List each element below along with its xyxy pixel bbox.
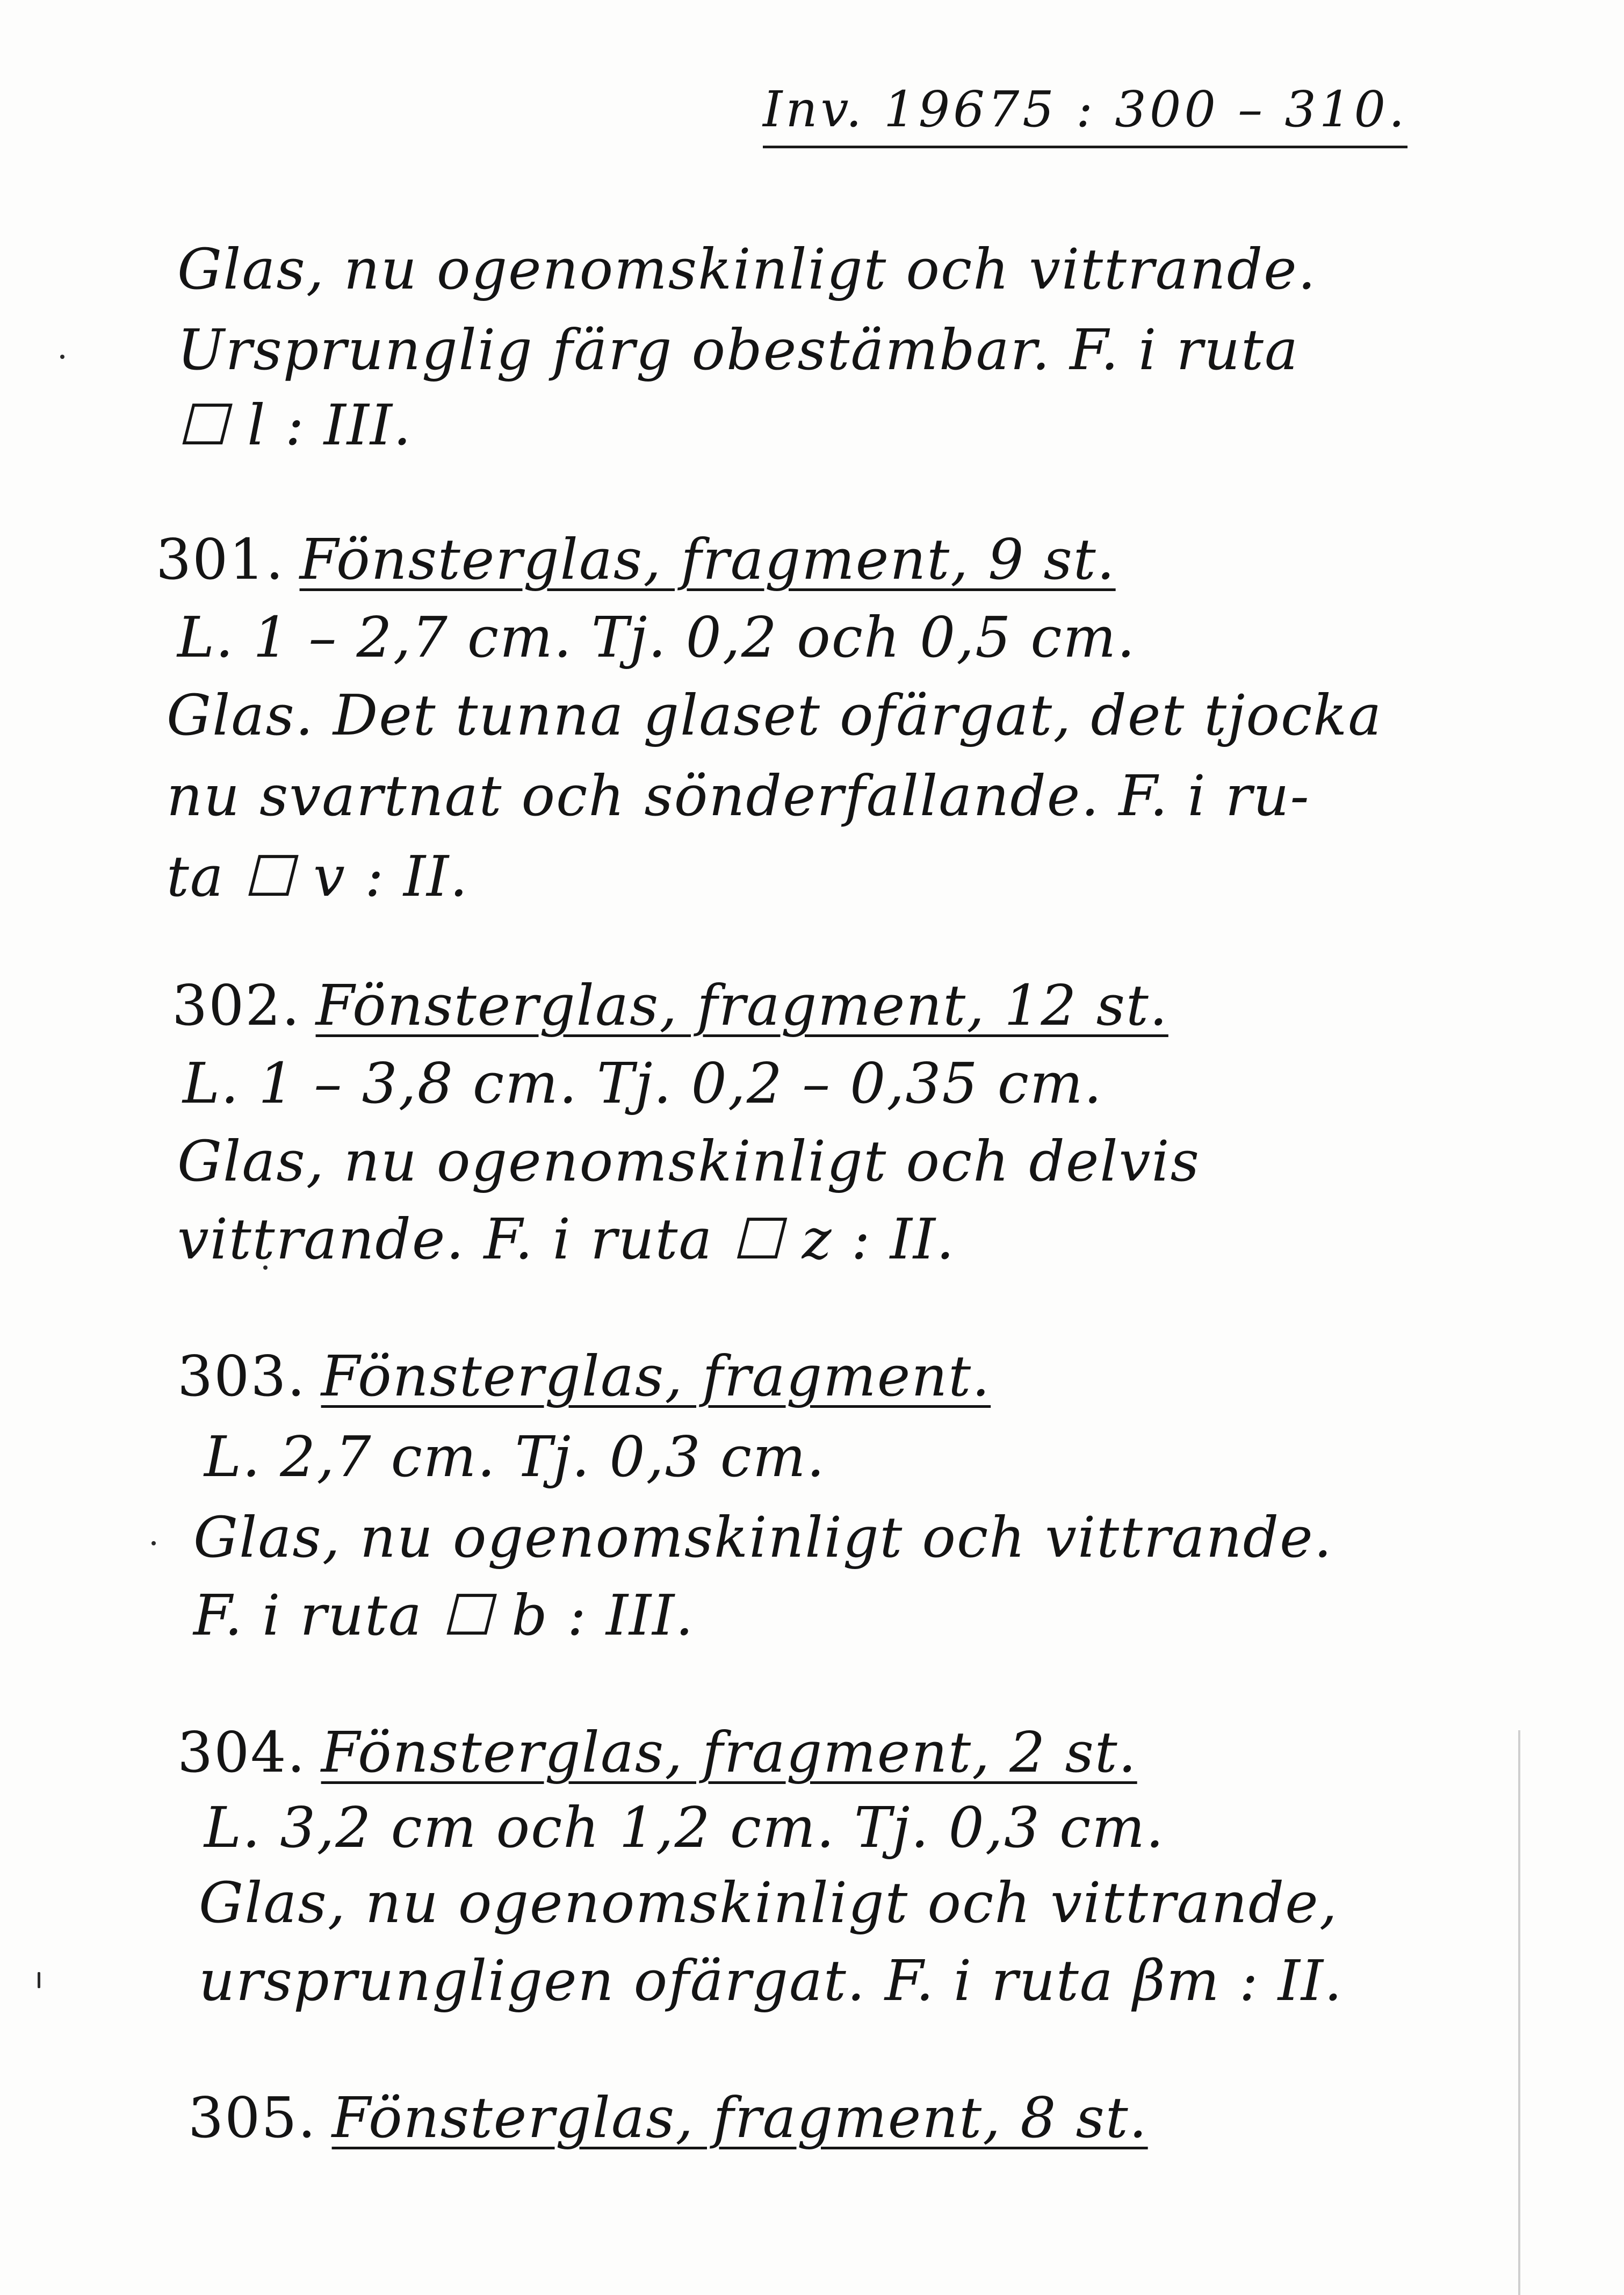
entry-line: vittrande. F. i ruta ☐ z : II.	[177, 1206, 955, 1272]
entry-title: Fönsterglas, fragment.	[321, 1343, 991, 1409]
entry-number: 302.	[172, 973, 301, 1038]
entry-line: Glas, nu ogenomskinligt och delvis	[177, 1128, 1201, 1194]
entry-title: Fönsterglas, fragment, 12 st.	[315, 973, 1168, 1038]
ink-speck	[38, 1972, 40, 1988]
entry-heading	[177, 1720, 1137, 1785]
inventory-header: Inv. 19675 : 300 – 310.	[763, 81, 1408, 148]
entry-line: F. i ruta ☐ b : III.	[193, 1582, 695, 1648]
entry-heading	[156, 527, 1116, 592]
intro-line: ☐ l : III.	[177, 392, 413, 458]
entry-line: nu svartnat och sönderfallande. F. i ru-	[167, 763, 1310, 829]
intro-line: Glas, nu ogenomskinligt och vittrande.	[177, 236, 1317, 302]
entry-title: Fönsterglas, fragment, 8 st.	[331, 2085, 1148, 2150]
entry-line: L. 1 – 3,8 cm. Tj. 0,2 – 0,35 cm.	[183, 1051, 1103, 1116]
entry-line: L. 1 – 2,7 cm. Tj. 0,2 och 0,5 cm.	[177, 605, 1136, 670]
entry-line: Glas, nu ogenomskinligt och vittrande,	[199, 1870, 1338, 1936]
entry-line: ursprungligen ofärgat. F. i ruta βm : II.	[199, 1948, 1343, 2013]
entry-line: Glas. Det tunna glaset ofärgat, det tjocka	[167, 682, 1383, 748]
entry-heading	[177, 1343, 991, 1409]
entry-title: Fönsterglas, fragment, 9 st.	[299, 527, 1116, 592]
entry-line: L. 3,2 cm och 1,2 cm. Tj. 0,3 cm.	[204, 1795, 1165, 1860]
entry-number: 303.	[177, 1343, 306, 1409]
intro-line: Ursprunglig färg obestämbar. F. i ruta	[177, 317, 1299, 383]
entry-number: 304.	[177, 1720, 306, 1785]
entry-line: ta ☐ v : II.	[167, 844, 469, 909]
entry-line: Glas, nu ogenomskinligt och vittrande.	[193, 1505, 1333, 1570]
entry-number: 305.	[188, 2085, 317, 2150]
page-edge-line	[1518, 1730, 1520, 2295]
entry-title: Fönsterglas, fragment, 2 st.	[321, 1720, 1137, 1785]
entry-line: L. 2,7 cm. Tj. 0,3 cm.	[204, 1424, 826, 1490]
entry-heading	[172, 973, 1168, 1038]
entry-number: 301.	[156, 527, 285, 592]
ink-speck	[60, 355, 64, 359]
ink-speck	[151, 1541, 156, 1545]
entry-heading	[188, 2085, 1148, 2150]
